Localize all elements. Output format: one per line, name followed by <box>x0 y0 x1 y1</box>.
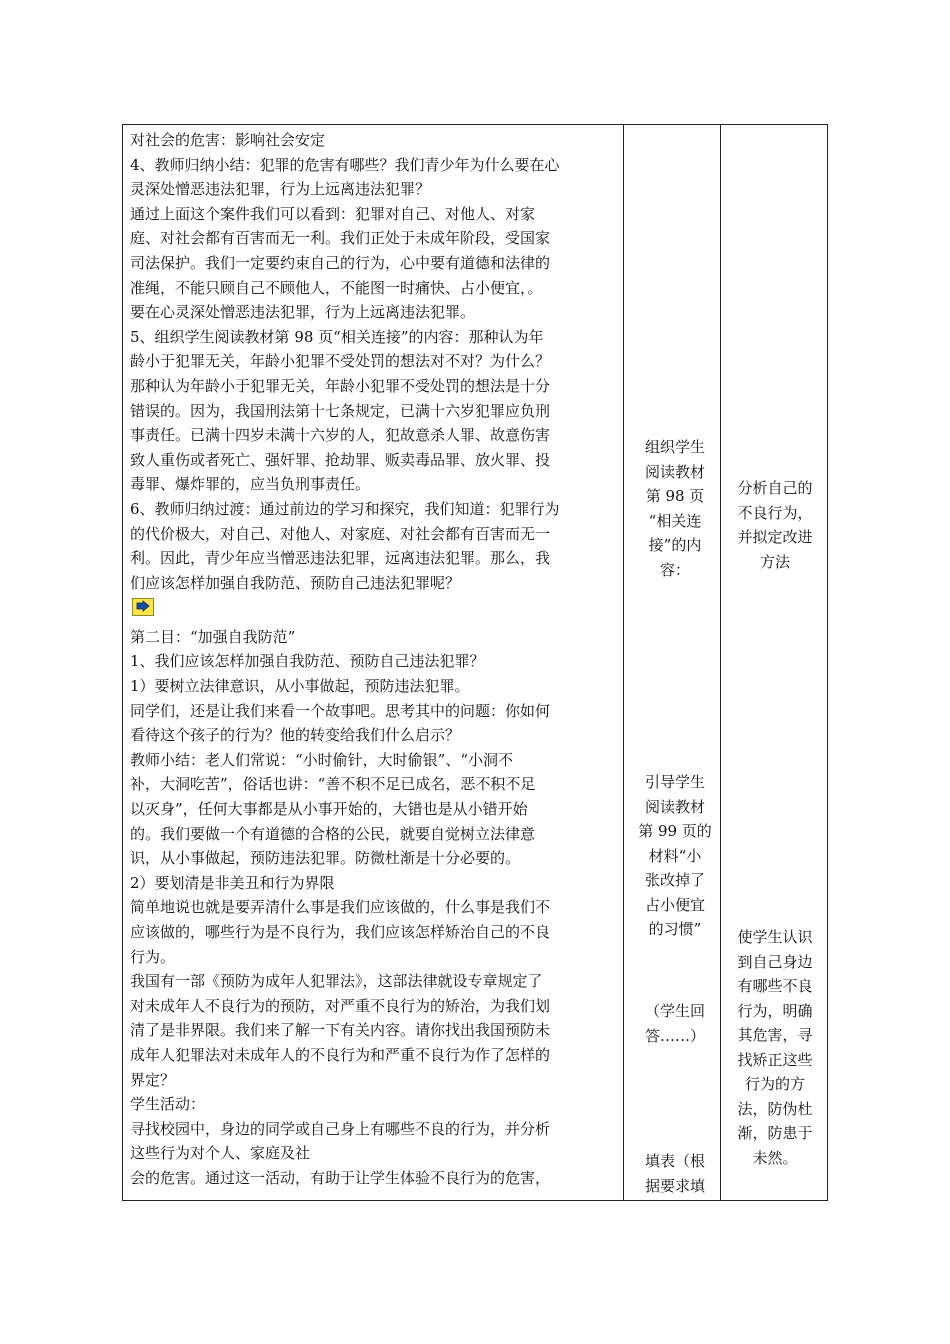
text-line: 错误的。因为，我国刑法第十七条规定，已满十六岁犯罪应负刑 <box>130 401 551 420</box>
text-line: 行为，明确 <box>737 1001 813 1020</box>
text-line: 我国有一部《预防为成年人犯罪法》，这部法律就设专章规定了 <box>130 972 543 991</box>
text-line: 简单地说也就是要弄清什么事是我们应该做的，什么事是我们不 <box>130 898 551 917</box>
text-line: 龄小于犯罪无关，年龄小犯罪不受处罚的想法对不对？为什么？ <box>130 352 551 371</box>
text-line: 要在心灵深处憎恶违法犯罪，行为上远离违法犯罪。 <box>130 303 476 322</box>
text-line: 灵深处憎恶违法犯罪，行为上远离违法犯罪？ <box>130 180 431 199</box>
text-line: 的习惯” <box>648 920 702 938</box>
text-line: 看待这个孩子的行为？他的转变给我们什么启示？ <box>130 726 461 745</box>
lesson-plan-table <box>122 124 828 1201</box>
icon-line <box>130 595 622 625</box>
column-divider-1 <box>623 125 624 1200</box>
text-line: 通过上面这个案件我们可以看到：犯罪对自己、对他人、对家 <box>130 204 536 223</box>
text-line: 找矫正这些 <box>737 1050 813 1069</box>
text-line: 并拟定改进 <box>737 528 813 546</box>
text-line: 接”的内 <box>648 536 702 554</box>
text-line: 致人重伤或者死亡、强奸罪、抢劫罪、贩卖毒品罪、放火罪、投 <box>130 450 551 469</box>
text-line: 的代价极大，对自己、对他人、对家庭、对社会都有百害而无一 <box>130 524 551 543</box>
text-line: 这些行为对个人、家庭及社 <box>130 1144 311 1163</box>
text-line: 行为的方 <box>744 1075 805 1093</box>
text-line: 们应该怎样加强自我防范、预防自己违法犯罪呢？ <box>130 573 461 592</box>
hand-pointer-icon <box>132 598 154 616</box>
text-line: （学生回 <box>644 1002 705 1020</box>
text-line: 填表（根 <box>644 1152 705 1170</box>
text-line: 答……） <box>644 1026 705 1045</box>
text-line: 识，从小事做起，预防违法犯罪。防微杜渐是十分必要的。 <box>130 849 521 868</box>
text-line: 司法保护。我们一定要约束自己的行为，心中要有道德和法律的 <box>130 253 551 272</box>
text-line: 第 99 页的 <box>638 822 712 840</box>
text-line: 阅读教材 <box>644 462 705 481</box>
student-activity-block-2 <box>628 770 722 942</box>
text-line: 对社会的危害：影响社会安定 <box>130 131 326 149</box>
text-line: 那种认为年龄小于犯罪无关，年龄小犯罪不受处罚的想法是十分 <box>130 376 551 395</box>
text-line: 渐，防患于 <box>737 1124 813 1142</box>
text-line: 庭、对社会都有百害而无一利。我们正处于未成年阶段，受国家 <box>130 229 551 248</box>
text-line: 引导学生 <box>644 773 705 791</box>
text-line: 组织学生 <box>644 438 705 456</box>
text-line: 未然。 <box>752 1148 798 1167</box>
text-line: 学生活动： <box>130 1095 206 1114</box>
student-activity-block-1 <box>628 435 722 582</box>
text-line: 会的危害。通过这一活动，有助于让学生体验不良行为的危害， <box>130 1168 551 1187</box>
text-line: 准绳，不能只顾自己不顾他人，不能图一时痛快、占小便宜，。 <box>130 278 543 297</box>
text-line: 清了是非界限。我们来了解一下有关内容。请你找出我国预防未 <box>130 1021 551 1040</box>
text-line: 毒罪、爆炸罪的，应当负刑事责任。 <box>130 475 371 494</box>
text-line: 对未成年人不良行为的预防，对严重不良行为的矫治，为我们划 <box>130 996 551 1015</box>
text-line: 法，防伪杜 <box>737 1099 813 1118</box>
student-activity-block-4 <box>628 1149 722 1198</box>
text-line: 容： <box>659 560 690 579</box>
text-line: 其危害，寻 <box>737 1026 813 1044</box>
text-line: 2）要划清是非美丑和行为界限 <box>130 873 335 892</box>
text-line: 教师小结：老人们常说：“小时偷针，大时偷银”、“小洞不 <box>130 750 514 769</box>
text-line: 4、教师归纳小结：犯罪的危害有哪些？我们青少年为什么要在心 <box>130 155 560 174</box>
text-line: 有哪些不良 <box>737 977 813 995</box>
text-line: 第二目：“加强自我防范” <box>130 627 296 646</box>
text-line: 使学生认识 <box>737 928 813 946</box>
design-intent-block-2 <box>725 925 825 1170</box>
text-line: 应该做的，哪些行为是不良行为，我们应该怎样矫治自己的不良 <box>130 923 551 941</box>
text-line: 补，大洞吃苦”，俗话也讲：“善不积不足已成名，恶不积不足 <box>130 775 536 794</box>
text-line: 据要求填 <box>644 1176 705 1195</box>
text-line: 利。因此，青少年应当憎恶违法犯罪，远离违法犯罪。那么，我 <box>130 549 551 568</box>
text-line: 1、我们应该怎样加强自我防范、预防自己违法犯罪？ <box>130 652 485 671</box>
text-line: 1）要树立法律意识，从小事做起，预防违法犯罪。 <box>130 677 470 696</box>
text-line: 以灭身”，任何大事都是从小事开始的，大错也是从小错开始 <box>130 800 528 819</box>
text-line: 不良行为， <box>737 503 813 522</box>
text-line: 5、组织学生阅读教材第 98 页“相关连接”的内容：那种认为年 <box>130 327 544 346</box>
text-line: “相关连 <box>648 511 702 530</box>
text-line: 分析自己的 <box>737 479 813 497</box>
text-line: 材料“小 <box>648 846 702 865</box>
text-line: 寻找校园中，身边的同学或自己身上有哪些不良的行为，并分析 <box>130 1119 551 1138</box>
text-line: 界定？ <box>130 1070 176 1089</box>
text-line: 的。我们要做一个有道德的合格的公民，就要自觉树立法律意 <box>130 824 536 843</box>
text-line: 6、教师归纳过渡：通过前边的学习和探究，我们知道：犯罪行为 <box>130 499 560 518</box>
teaching-process-column <box>130 128 622 1191</box>
text-line: 第 98 页 <box>645 487 705 505</box>
text-line: 到自己身边 <box>737 952 813 971</box>
text-line: 占小便宜 <box>644 895 705 914</box>
design-intent-block-1 <box>725 476 825 574</box>
text-line: 事责任。已满十四岁未满十六岁的人，犯故意杀人罪、故意伤害 <box>130 426 551 445</box>
text-line: 同学们，还是让我们来看一个故事吧。思考其中的问题：你如何 <box>130 701 551 720</box>
text-line: 张改掉了 <box>644 871 705 889</box>
text-line: 成年人犯罪法对未成年人的不良行为和严重不良行为作了怎样的 <box>130 1045 551 1064</box>
text-line: 行为。 <box>130 947 176 966</box>
student-activity-block-3 <box>628 999 722 1048</box>
text-line: 方法 <box>759 552 790 571</box>
text-line: 阅读教材 <box>644 797 705 816</box>
